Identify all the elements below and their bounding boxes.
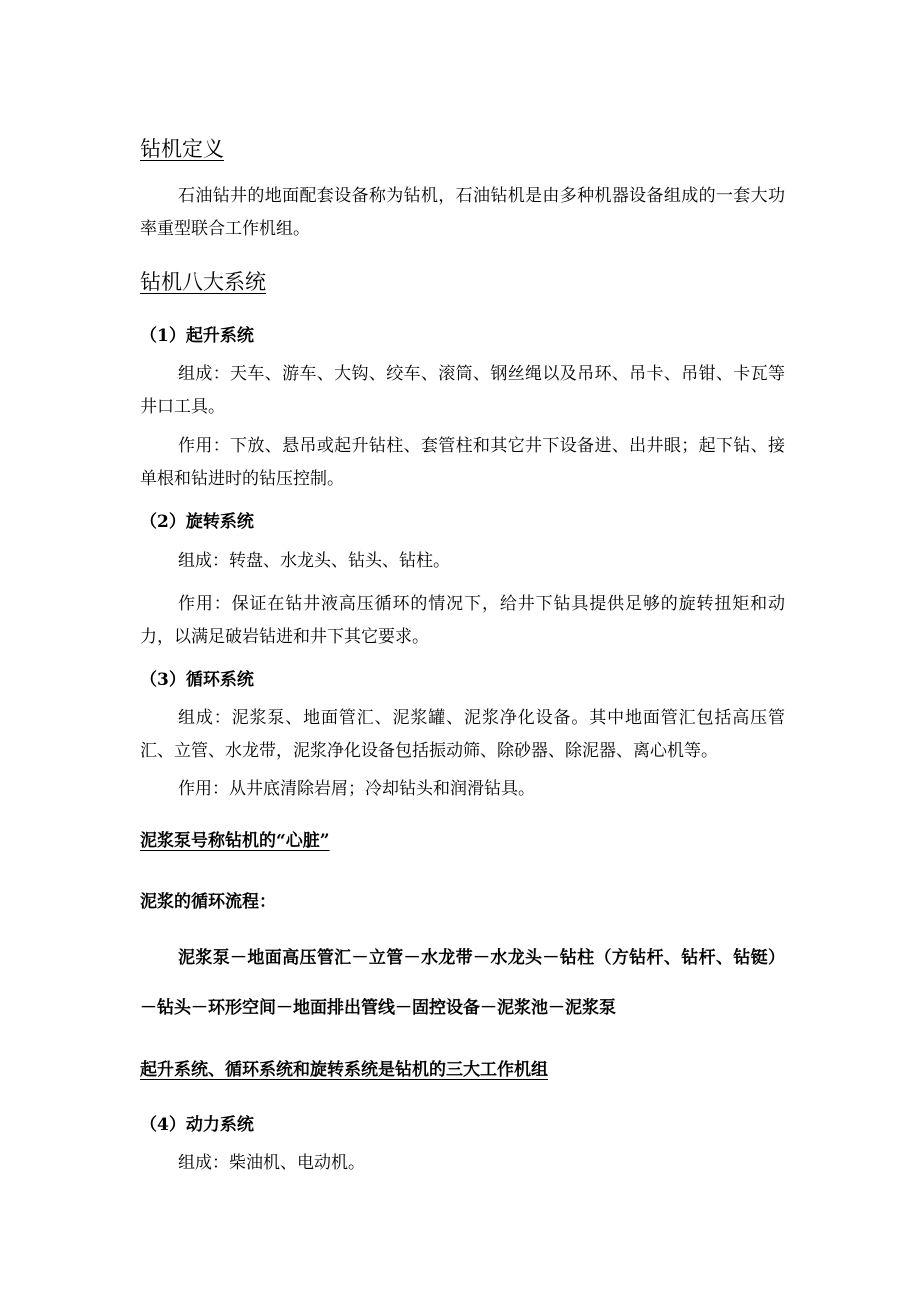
paragraph-circulation-composition: 组成：泥浆泵、地面管汇、泥浆罐、泥浆净化设备。其中地面管汇包括高压管汇、立管、水龙带，泥浆净化设备包括振动筛、除砂器、除泥器、离心机等。 (140, 708, 785, 761)
heading-rotary-system: （2）旋转系统 (140, 512, 254, 532)
heading-mud-circulation-flow: 泥浆的循环流程： (140, 892, 276, 912)
heading-eight-systems: 钻机八大系统 (140, 270, 266, 294)
heading-circulation-system: （3）循环系统 (140, 670, 254, 690)
heading-three-work-units: 起升系统、循环系统和旋转系统是钻机的三大工作机组 (140, 1060, 548, 1080)
heading-power-system: （4）动力系统 (140, 1115, 254, 1135)
paragraph-hoisting-composition: 组成：天车、游车、大钩、绞车、滚筒、钢丝绳以及吊环、吊卡、吊钳、卡瓦等井口工具。 (140, 364, 785, 417)
heading-hoisting-system: （1）起升系统 (140, 326, 254, 346)
paragraph-power-composition: 组成：柴油机、电动机。 (178, 1153, 365, 1173)
paragraph-circulation-function: 作用：从井底清除岩屑；冷却钻头和润滑钻具。 (178, 779, 535, 799)
paragraph-rotary-function: 作用：保证在钻井液高压循环的情况下，给井下钻具提供足够的旋转扭矩和动力，以满足破岩钻进和井下其它要求。 (140, 594, 785, 647)
heading-drill-definition: 钻机定义 (140, 137, 224, 161)
heading-mud-pump-heart: 泥浆泵号称钻机的“心脏” (140, 831, 330, 851)
paragraph-hoisting-function: 作用：下放、悬吊或起升钻柱、套管柱和其它井下设备进、出井眼；起下钻、接单根和钻进时的钻压控制。 (140, 436, 785, 489)
paragraph-mud-circulation-flow: 泥浆泵－地面高压管汇－立管－水龙带－水龙头－钻柱（方钻杆、钻杆、钻铤）－钻头－环形空间－地面排出管线－固控设备－泥浆池－泥浆泵 (140, 948, 785, 1018)
paragraph-rotary-composition: 组成：转盘、水龙头、钻头、钻柱。 (178, 551, 450, 571)
paragraph-drill-definition: 石油钻井的地面配套设备称为钻机，石油钻机是由多种机器设备组成的一套大功率重型联合工作机组。 (140, 186, 785, 239)
